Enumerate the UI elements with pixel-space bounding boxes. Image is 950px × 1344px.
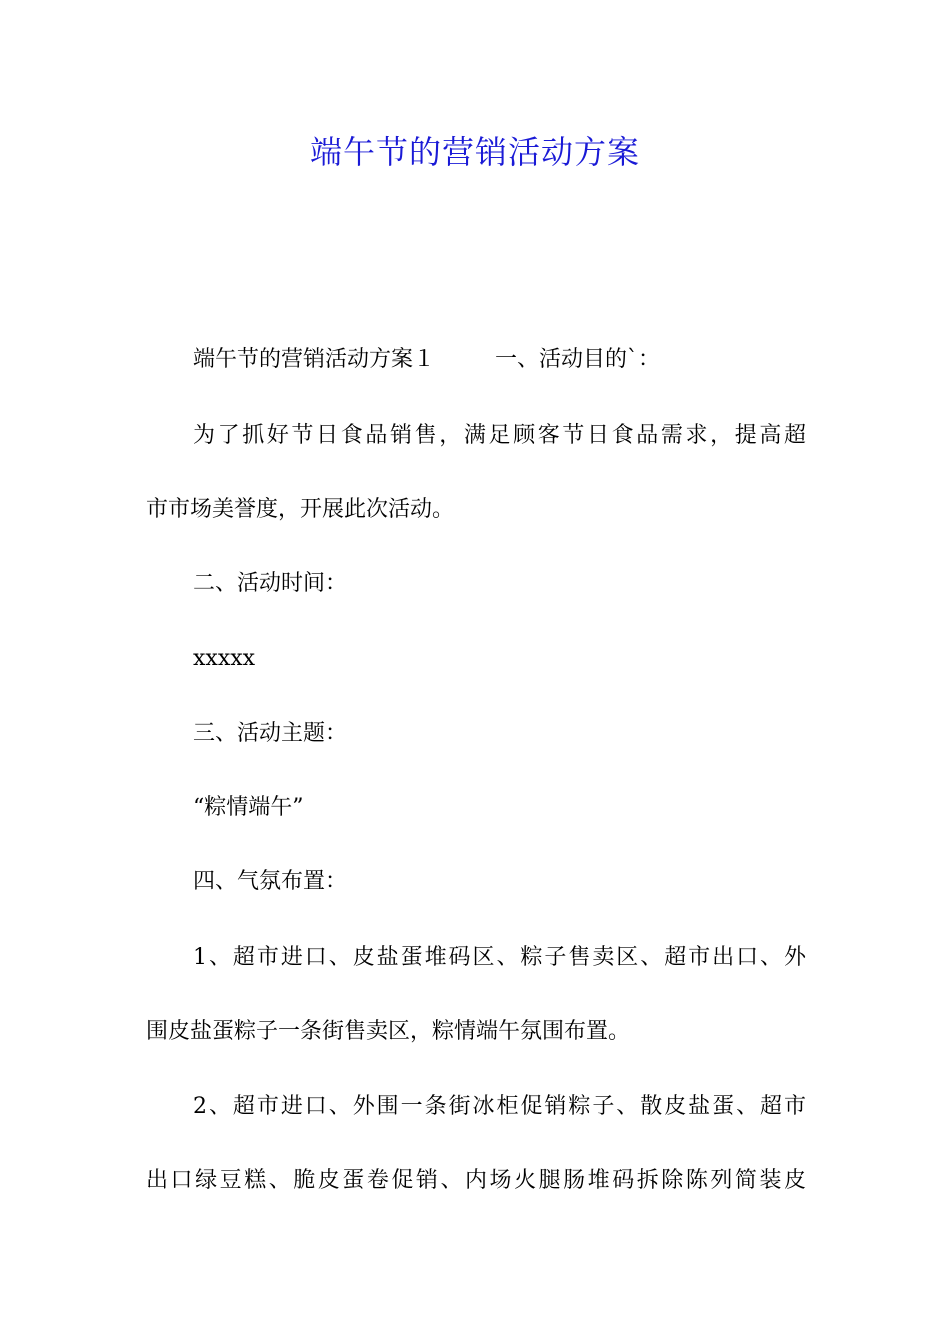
section-heading-theme: 三、活动主题： bbox=[193, 721, 348, 746]
paragraph-line-item2b: 出口绿豆糕、脆皮蛋卷促销、内场火腿肠堆码拆除陈列简装皮 bbox=[146, 1168, 806, 1193]
paragraph-line-item2a: 2、超市进口、外围一条街冰柜促销粽子、散皮盐蛋、超市 bbox=[193, 1094, 806, 1119]
section-heading-decoration: 四、气氛布置： bbox=[193, 869, 348, 894]
paragraph-line-2: 为了抓好节日食品销售，满足顾客节日食品需求，提高超 bbox=[193, 423, 806, 448]
section-heading-time: 二、活动时间： bbox=[193, 571, 348, 596]
section-heading-plan: 端午节的营销活动方案１ bbox=[193, 347, 436, 372]
time-value: xxxxx bbox=[193, 646, 256, 671]
theme-value: “粽情端午” bbox=[193, 795, 304, 820]
paragraph-line-3: 市市场美誉度，开展此次活动。 bbox=[146, 497, 455, 522]
paragraph-line-item1a: 1、超市进口、皮盐蛋堆码区、粽子售卖区、超市出口、外 bbox=[193, 945, 806, 970]
paragraph-line-1 bbox=[193, 344, 806, 376]
document-title: 端午节的营销活动方案 bbox=[309, 133, 640, 171]
paragraph-line-item1b: 围皮盐蛋粽子一条街售卖区，粽情端午氛围布置。 bbox=[146, 1019, 631, 1044]
section-heading-purpose: 一、活动目的`： bbox=[495, 347, 661, 372]
